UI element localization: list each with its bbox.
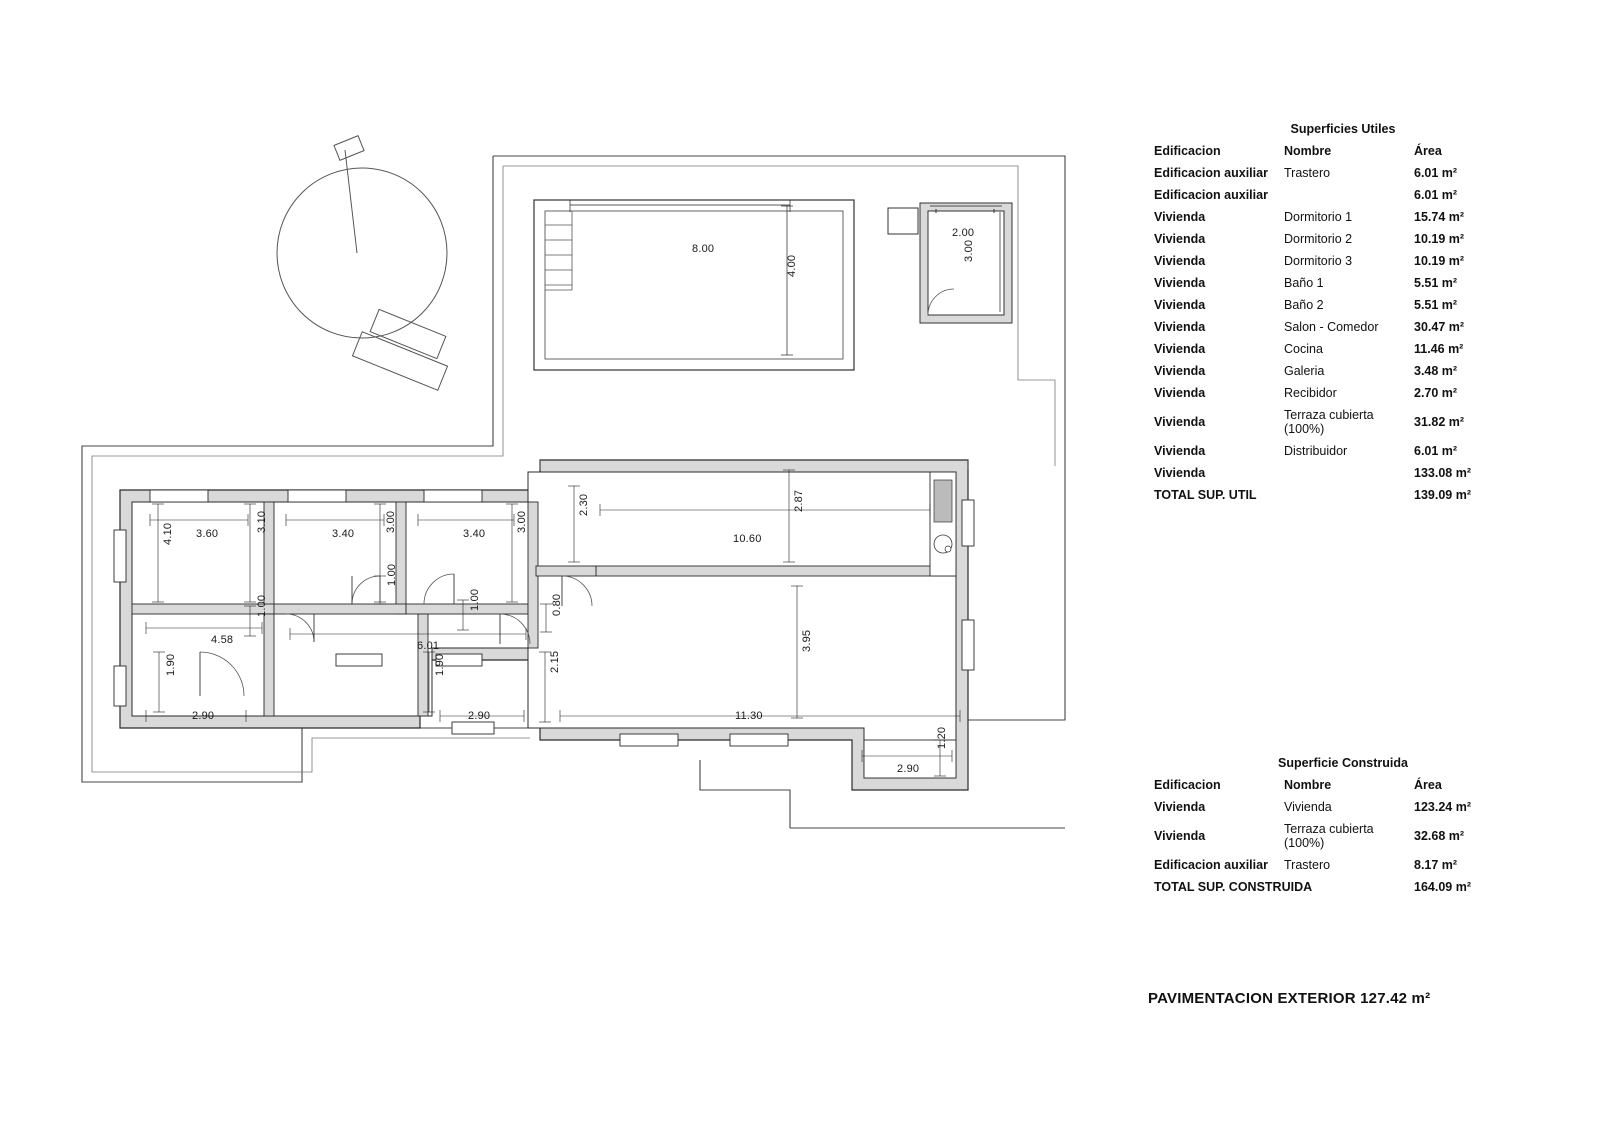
- dimension-label: 3.00: [516, 510, 528, 533]
- dimension-label: 11.30: [735, 710, 763, 722]
- cell-nombre: Salon - Comedor: [1284, 320, 1379, 335]
- subtotal-aux-label: Edificacion auxiliar: [1154, 188, 1268, 203]
- cell-nombre: Cocina: [1284, 342, 1323, 357]
- cell-area: 2.70 m²: [1414, 386, 1458, 401]
- cell-nombre: Galeria: [1284, 364, 1325, 379]
- table-row: [1148, 796, 1538, 818]
- total-construida-area: 164.09 m²: [1414, 880, 1471, 895]
- dimension-label: 1.90: [165, 653, 177, 676]
- construida-title-row: [1148, 752, 1538, 774]
- dimension-label: 3.95: [801, 629, 813, 652]
- cell-edificacion: Vivienda: [1154, 800, 1206, 814]
- table-row: [1148, 162, 1538, 184]
- cell-edificacion: Vivienda: [1154, 342, 1206, 357]
- cell-area: 32.68 m²: [1414, 829, 1465, 843]
- construida-header-nombre: Nombre: [1284, 778, 1332, 792]
- cell-edificacion: Vivienda: [1154, 320, 1206, 335]
- cell-nombre: Recibidor: [1284, 386, 1337, 401]
- cell-nombre: Distribuidor: [1284, 444, 1348, 459]
- table-row: [1148, 206, 1538, 228]
- dimension-label: 4.00: [786, 254, 798, 277]
- cell-edificacion: Edificacion auxiliar: [1154, 166, 1268, 180]
- table-row: [1148, 250, 1538, 272]
- dimension-label: 3.00: [963, 239, 975, 262]
- table-row: [1148, 404, 1538, 440]
- cell-nombre: Dormitorio 2: [1284, 232, 1353, 247]
- cell-area: 30.47 m²: [1414, 320, 1465, 335]
- dimension-label: 2.87: [793, 489, 805, 512]
- cell-edificacion: Vivienda: [1154, 254, 1206, 269]
- cell-edificacion: Edificacion auxiliar: [1154, 858, 1268, 872]
- cell-edificacion: Vivienda: [1154, 829, 1206, 843]
- total-construida-row: [1148, 876, 1538, 898]
- dimension-label: 8.00: [692, 243, 715, 255]
- dimension-label: 4.58: [211, 634, 234, 646]
- dimension-label: 3.60: [196, 528, 219, 540]
- cell-area: 10.19 m²: [1414, 254, 1465, 269]
- construida-title: Superficie Construida: [1278, 756, 1408, 770]
- dimension-label: 1.00: [386, 563, 398, 586]
- dimension-label: 2.00: [952, 227, 975, 239]
- cell-nombre: Vivienda: [1284, 800, 1332, 814]
- table-row: [1148, 818, 1538, 854]
- utiles-header-edificacion: Edificacion: [1154, 144, 1221, 158]
- cell-nombre: Dormitorio 3: [1284, 254, 1353, 269]
- subtotal-aux-row: [1148, 184, 1538, 206]
- dimension-label: 1.00: [256, 594, 268, 617]
- cell-nombre: Terraza cubierta (100%): [1284, 822, 1374, 850]
- total-util-label: TOTAL SUP. UTIL: [1154, 488, 1257, 503]
- dimension-label: 3.40: [332, 528, 355, 540]
- dimension-label: 6.01: [417, 640, 440, 652]
- cell-area: 5.51 m²: [1414, 298, 1458, 313]
- utiles-header-nombre: Nombre: [1284, 144, 1332, 158]
- subtotal-vivienda-row: [1148, 462, 1538, 484]
- dimension-label: 2.90: [468, 710, 491, 722]
- cell-area: 3.48 m²: [1414, 364, 1458, 379]
- table-row: [1148, 294, 1538, 316]
- cell-nombre: Baño 2: [1284, 298, 1324, 313]
- dimension-label: 0.80: [551, 593, 563, 616]
- dimension-label: 1.00: [469, 588, 481, 611]
- utiles-sheet: [1148, 118, 1538, 506]
- table-row: [1148, 338, 1538, 360]
- total-util-row: [1148, 484, 1538, 506]
- utiles-header-row: [1148, 140, 1538, 162]
- pavimentacion-exterior-note: PAVIMENTACION EXTERIOR 127.42 m²: [1148, 990, 1431, 1007]
- cell-edificacion: Vivienda: [1154, 232, 1206, 247]
- dimension-label: 3.40: [463, 528, 486, 540]
- dimension-label: 3.00: [385, 510, 397, 533]
- utiles-title-row: [1148, 118, 1538, 140]
- dimension-label: 1.20: [936, 726, 948, 749]
- construida-header-row: [1148, 774, 1538, 796]
- cell-area: 31.82 m²: [1414, 415, 1465, 430]
- superficies-utiles-table: [1148, 118, 1538, 506]
- cell-area: 6.01 m²: [1414, 444, 1458, 459]
- table-row: [1148, 360, 1538, 382]
- cell-area: 15.74 m²: [1414, 210, 1465, 225]
- dimension-label: 2.30: [578, 493, 590, 516]
- cell-nombre: Dormitorio 1: [1284, 210, 1353, 225]
- cell-area: 123.24 m²: [1414, 800, 1471, 814]
- cell-edificacion: Vivienda: [1154, 444, 1206, 459]
- cell-area: 5.51 m²: [1414, 276, 1458, 291]
- utiles-header-area: Área: [1414, 144, 1442, 158]
- construida-header-area: Área: [1414, 778, 1442, 792]
- dimension-label: 10.60: [733, 533, 762, 545]
- cell-nombre: Baño 1: [1284, 276, 1324, 291]
- cell-edificacion: Vivienda: [1154, 210, 1206, 225]
- cell-area: 10.19 m²: [1414, 232, 1465, 247]
- table-row: [1148, 440, 1538, 462]
- dimension-label: 2.15: [549, 650, 561, 673]
- cell-edificacion: Vivienda: [1154, 386, 1206, 401]
- dimension-label: 2.90: [897, 763, 920, 775]
- cell-edificacion: Vivienda: [1154, 364, 1206, 379]
- cell-nombre: Trastero: [1284, 166, 1331, 181]
- cell-edificacion: Vivienda: [1154, 276, 1206, 291]
- cell-area: 6.01 m²: [1414, 166, 1458, 181]
- table-row: [1148, 272, 1538, 294]
- dimension-label: 3.10: [256, 510, 268, 533]
- subtotal-vivienda-area: 133.08 m²: [1414, 466, 1471, 481]
- dimension-label: 1.90: [434, 653, 446, 676]
- table-row: [1148, 228, 1538, 250]
- cell-edificacion: Vivienda: [1154, 298, 1206, 313]
- construida-sheet: [1148, 752, 1538, 898]
- subtotal-aux-area: 6.01 m²: [1414, 188, 1458, 203]
- dimension-label: 2.90: [192, 710, 215, 722]
- construida-header-edificacion: Edificacion: [1154, 778, 1221, 792]
- total-util-area: 139.09 m²: [1414, 488, 1471, 503]
- cell-edificacion: Vivienda: [1154, 415, 1206, 430]
- cell-area: 8.17 m²: [1414, 858, 1458, 873]
- superficie-construida-table: [1148, 752, 1538, 898]
- utiles-title: Superficies Utiles: [1290, 122, 1396, 136]
- cell-area: 11.46 m²: [1414, 342, 1464, 357]
- dimension-label: 4.10: [162, 522, 174, 545]
- cell-nombre: Trastero: [1284, 858, 1331, 873]
- subtotal-vivienda-label: Vivienda: [1154, 466, 1206, 481]
- table-row: [1148, 316, 1538, 338]
- table-row: [1148, 854, 1538, 876]
- table-row: [1148, 382, 1538, 404]
- total-construida-label: TOTAL SUP. CONSTRUIDA: [1154, 880, 1313, 895]
- cell-nombre: Terraza cubierta (100%): [1284, 408, 1374, 437]
